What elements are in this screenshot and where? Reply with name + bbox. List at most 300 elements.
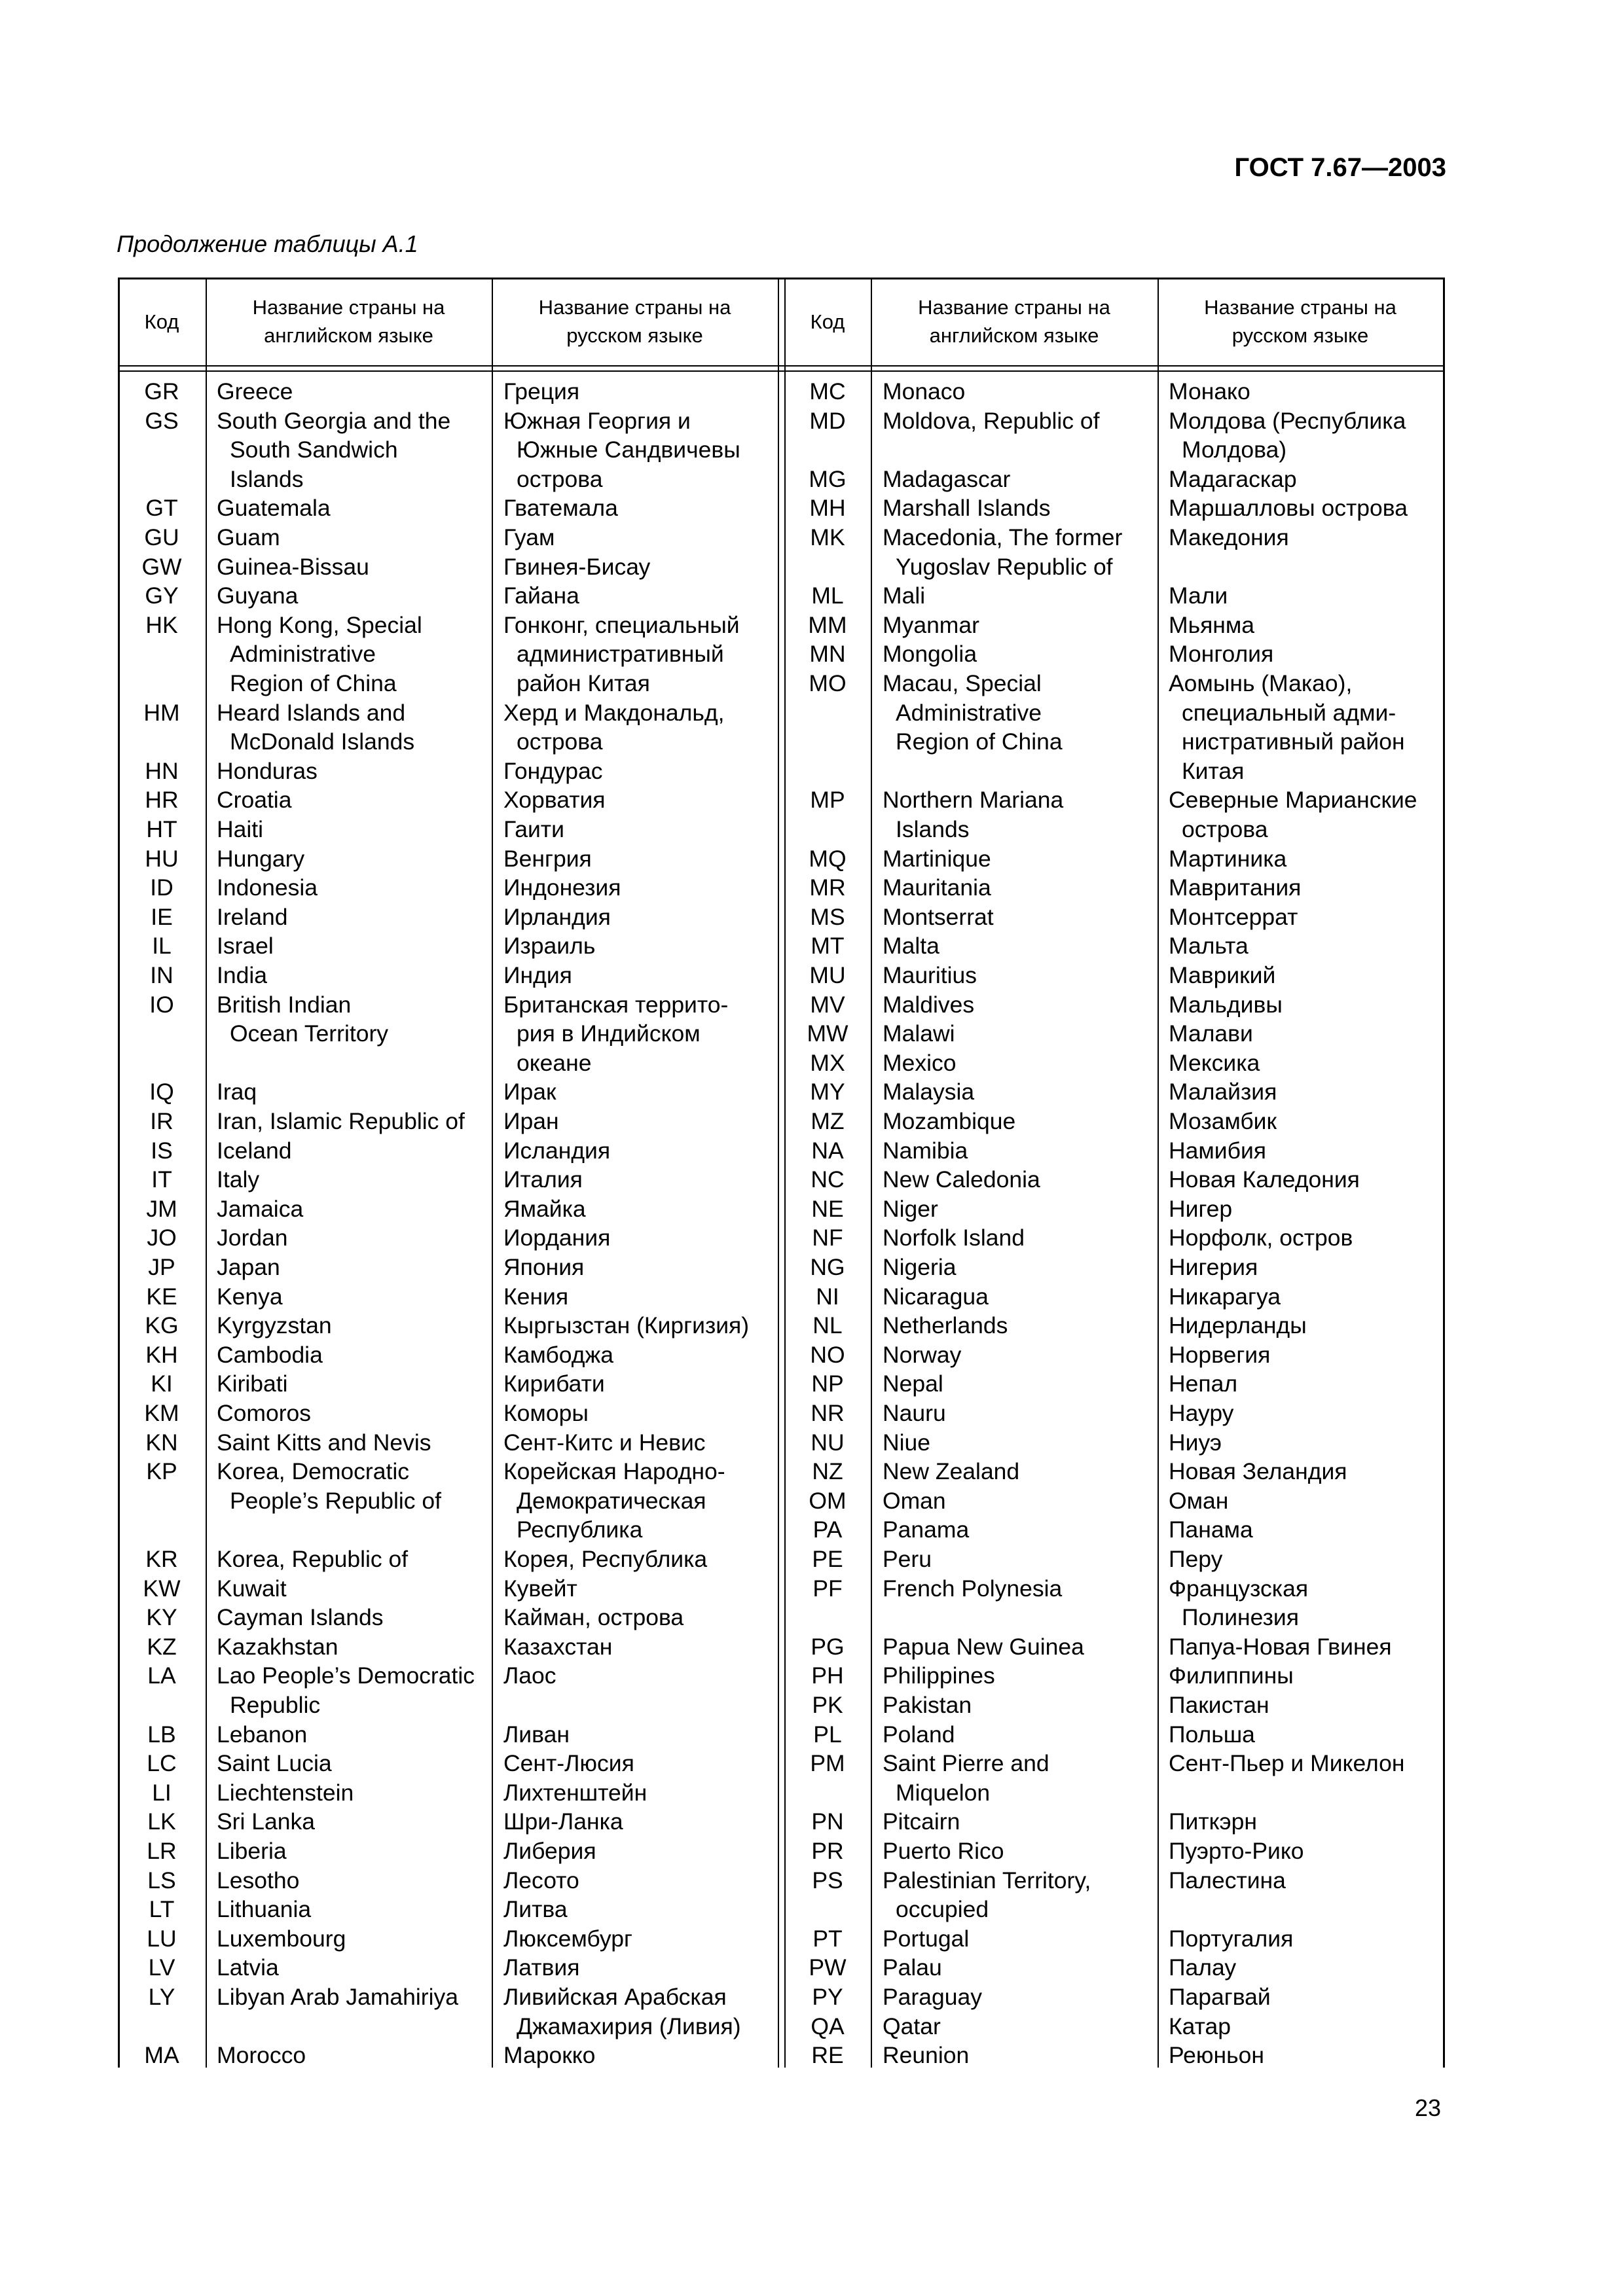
table-row [118, 698, 1445, 728]
code-cell: MZ [811, 1108, 845, 1134]
table-row [118, 1457, 1445, 1486]
russian-name-cell: Реюньон [1169, 2042, 1264, 2069]
code-cell: GW [141, 553, 182, 580]
code-cell: GR [144, 378, 179, 404]
russian-name-cell: Македония [1169, 524, 1289, 550]
english-name-cell: Pakistan [883, 1692, 972, 1718]
english-name-cell: Greece [217, 378, 293, 404]
russian-name-cell: Непал [1169, 1371, 1238, 1397]
code-cell: IE [151, 903, 173, 930]
english-name-cell: Sri Lanka [217, 1808, 315, 1835]
code-cell: NE [811, 1195, 844, 1222]
english-name-cell: Macedonia, The former [883, 524, 1123, 550]
code-cell: PH [811, 1662, 844, 1689]
russian-name-cell: Ливан [503, 1721, 570, 1748]
code-cell: MV [810, 991, 845, 1018]
code-cell: IS [151, 1137, 173, 1164]
table-row [118, 1866, 1445, 1895]
russian-name-cell: Молдова) [1182, 437, 1287, 463]
english-name-cell: Mozambique [883, 1108, 1016, 1134]
russian-name-cell: Мадагаскар [1169, 465, 1297, 492]
english-name-cell: Kazakhstan [217, 1633, 338, 1660]
code-cell: PM [810, 1750, 845, 1777]
english-name-cell: Kiribati [217, 1371, 288, 1397]
english-name-cell: Iceland [217, 1137, 292, 1164]
code-cell: KY [146, 1604, 177, 1631]
code-cell: KN [145, 1429, 178, 1456]
english-name-cell: New Zealand [883, 1458, 1020, 1485]
code-cell: KI [151, 1371, 173, 1397]
english-name-cell: Portugal [883, 1925, 970, 1952]
russian-name-cell: Маршалловы острова [1169, 495, 1408, 522]
table-row [118, 815, 1445, 844]
russian-name-cell: Малави [1169, 1020, 1253, 1047]
russian-name-cell: Сент-Люсия [503, 1750, 634, 1777]
table-row [118, 2041, 1445, 2070]
english-name-cell: Puerto Rico [883, 1838, 1004, 1864]
table-row [118, 611, 1445, 640]
russian-name-cell: Латвия [503, 1954, 580, 1981]
code-cell: HT [146, 816, 177, 842]
code-cell: KE [146, 1283, 177, 1310]
english-name-cell: Iran, Islamic Republic of [217, 1108, 465, 1134]
code-cell: LV [148, 1954, 175, 1981]
english-name-cell: Region of China [896, 728, 1063, 755]
russian-name-cell: Питкэрн [1169, 1808, 1257, 1835]
english-name-cell: Lao People’s Democratic [217, 1662, 475, 1689]
table-row [118, 1194, 1445, 1224]
english-name-cell: Norway [883, 1341, 962, 1368]
english-name-cell: McDonald Islands [230, 728, 415, 755]
english-name-cell: Moldova, Republic of [883, 407, 1100, 434]
table-row [118, 406, 1445, 436]
russian-name-cell: Шри-Ланка [503, 1808, 623, 1835]
table-row [118, 523, 1445, 552]
russian-name-cell: Пакистан [1169, 1692, 1269, 1718]
code-cell: MM [808, 611, 847, 638]
russian-name-cell: Ямайка [503, 1195, 586, 1222]
english-name-cell: Kyrgyzstan [217, 1312, 332, 1339]
russian-name-cell: Ливийская Арабская [503, 1984, 727, 2010]
table-row [118, 1165, 1445, 1194]
code-cell: IO [149, 991, 174, 1018]
code-cell: LB [147, 1721, 176, 1748]
table-row [118, 785, 1445, 815]
english-name-cell: Iraq [217, 1079, 257, 1105]
russian-name-cell: Ниуэ [1169, 1429, 1222, 1456]
code-cell: LY [148, 1984, 175, 2010]
russian-name-cell: Молдова (Республика [1169, 407, 1406, 434]
russian-name-cell: административный [517, 641, 724, 668]
english-name-cell: Poland [883, 1721, 955, 1748]
english-name-cell: Mexico [883, 1049, 957, 1076]
code-cell: HN [145, 757, 179, 784]
code-cell: KR [145, 1546, 178, 1572]
english-name-cell: Niger [883, 1195, 938, 1222]
header-rule-2 [118, 370, 1445, 372]
russian-name-cell: Лесото [503, 1867, 579, 1893]
table-row [118, 669, 1445, 698]
russian-name-cell: Парагвай [1169, 1984, 1271, 2010]
russian-name-cell: Северные Марианские [1169, 787, 1417, 814]
english-name-cell: People’s Republic of [230, 1487, 442, 1514]
english-name-cell: New Caledonia [883, 1166, 1040, 1193]
code-cell: NC [811, 1166, 845, 1193]
russian-name-cell: Науру [1169, 1400, 1234, 1426]
code-cell: PN [811, 1808, 844, 1835]
english-name-cell: Republic [230, 1692, 321, 1718]
russian-name-cell: специальный адми- [1182, 699, 1396, 726]
russian-name-cell: Италия [503, 1166, 583, 1193]
code-cell: LS [147, 1867, 176, 1893]
russian-name-cell: Французская [1169, 1575, 1309, 1602]
english-name-cell: Mali [883, 583, 926, 609]
russian-name-cell: рия в Индийском [517, 1020, 701, 1047]
english-name-cell: Korea, Democratic [217, 1458, 409, 1485]
russian-name-cell: Корейская Народно- [503, 1458, 725, 1485]
table-row [118, 1311, 1445, 1340]
russian-name-cell: Норвегия [1169, 1341, 1271, 1368]
english-name-cell: British Indian [217, 991, 352, 1018]
code-cell: PW [809, 1954, 847, 1981]
english-name-cell: Haiti [217, 816, 264, 842]
table-row [118, 990, 1445, 1020]
code-cell: MK [810, 524, 845, 550]
code-cell: PR [811, 1838, 844, 1864]
english-name-cell: Indonesia [217, 874, 318, 901]
russian-name-cell: Индия [503, 962, 572, 988]
russian-name-cell: Лихтенштейн [503, 1779, 647, 1806]
russian-name-cell: Лаос [503, 1662, 556, 1689]
code-cell: MP [810, 787, 845, 814]
table-row [118, 1428, 1445, 1458]
code-cell: ID [150, 874, 173, 901]
english-name-cell: Malta [883, 933, 939, 960]
english-name-cell: Comoros [217, 1400, 312, 1426]
russian-name-cell: нистративный район [1182, 728, 1405, 755]
english-name-cell: Malawi [883, 1020, 955, 1047]
table-row [118, 931, 1445, 961]
english-name-cell: Lesotho [217, 1867, 300, 1893]
code-cell: PG [811, 1633, 845, 1660]
english-name-cell: India [217, 962, 267, 988]
russian-name-cell: Мальдивы [1169, 991, 1283, 1018]
russian-name-cell: острова [517, 728, 603, 755]
code-cell: HR [145, 787, 179, 814]
table-row [118, 1545, 1445, 1574]
english-name-cell: Administrative [896, 699, 1042, 726]
russian-name-cell: Филиппины [1169, 1662, 1294, 1689]
english-name-cell: Malaysia [883, 1079, 975, 1105]
english-name-cell: Croatia [217, 787, 292, 814]
code-cell: IN [150, 962, 173, 988]
table-row [118, 961, 1445, 990]
english-name-cell: Morocco [217, 2042, 306, 2069]
russian-name-cell: Люксембург [503, 1925, 632, 1952]
english-name-cell: Niue [883, 1429, 931, 1456]
english-name-cell: Administrative [230, 641, 376, 668]
english-name-cell: Islands [230, 465, 304, 492]
english-name-cell: South Georgia and the [217, 407, 451, 434]
english-name-cell: Hong Kong, Special [217, 611, 422, 638]
russian-name-cell: Польша [1169, 1721, 1255, 1748]
russian-name-cell: Сент-Китс и Невис [503, 1429, 706, 1456]
russian-name-cell: Португалия [1169, 1925, 1294, 1952]
table-row [118, 1107, 1445, 1136]
russian-name-cell: Гвинея-Бисау [503, 553, 651, 580]
english-name-cell: Martinique [883, 845, 991, 872]
russian-name-cell: Южная Георгия и [503, 407, 691, 434]
russian-name-cell: Нигерия [1169, 1254, 1258, 1280]
russian-name-cell: Исландия [503, 1137, 611, 1164]
russian-name-cell: Мавритания [1169, 874, 1302, 901]
russian-name-cell: Иран [503, 1108, 559, 1134]
code-cell: LU [147, 1925, 177, 1952]
russian-name-cell: Корея, Республика [503, 1546, 708, 1572]
english-name-cell: Latvia [217, 1954, 279, 1981]
code-cell: MD [809, 407, 846, 434]
table-row [118, 903, 1445, 932]
russian-name-cell: Кения [503, 1283, 569, 1310]
russian-name-cell: Новая Зеландия [1169, 1458, 1347, 1485]
english-name-cell: Papua New Guinea [883, 1633, 1084, 1660]
english-name-cell: Peru [883, 1546, 932, 1572]
russian-name-cell: Греция [503, 378, 580, 404]
code-cell: NP [811, 1371, 844, 1397]
code-cell: MT [811, 933, 845, 960]
russian-name-cell: Херд и Макдональд, [503, 699, 725, 726]
english-name-cell: Yugoslav Republic of [896, 553, 1113, 580]
code-cell: NF [812, 1225, 843, 1251]
russian-name-cell: Намибия [1169, 1137, 1267, 1164]
code-cell: PF [812, 1575, 843, 1602]
table-row [118, 1136, 1445, 1166]
russian-name-cell: Мали [1169, 583, 1228, 609]
russian-name-cell: Коморы [503, 1400, 589, 1426]
russian-name-cell: Гайана [503, 583, 579, 609]
english-name-cell: Macau, Special [883, 670, 1042, 696]
english-name-cell: Miquelon [896, 1779, 991, 1806]
code-cell: GY [145, 583, 179, 609]
code-cell: NO [810, 1341, 845, 1368]
code-cell: GU [144, 524, 179, 550]
english-name-cell: Guam [217, 524, 280, 550]
code-cell: MY [810, 1079, 845, 1105]
russian-name-cell: Гондурас [503, 757, 603, 784]
code-cell: NI [816, 1283, 839, 1310]
code-cell: LC [147, 1750, 177, 1777]
table-caption: Продолжение таблицы А.1 [117, 230, 418, 257]
russian-name-cell: Хорватия [503, 787, 606, 814]
english-name-cell: Philippines [883, 1662, 995, 1689]
code-cell: MG [809, 465, 847, 492]
table-row [118, 435, 1445, 465]
russian-name-cell: Венгрия [503, 845, 592, 872]
english-name-cell: Heard Islands and [217, 699, 406, 726]
english-name-cell: French Polynesia [883, 1575, 1063, 1602]
table-row [118, 552, 1445, 582]
code-cell: MC [809, 378, 846, 404]
code-cell: MS [810, 903, 845, 930]
russian-name-cell: Кайман, острова [503, 1604, 684, 1631]
russian-name-cell: Папуа-Новая Гвинея [1169, 1633, 1392, 1660]
code-cell: NA [811, 1137, 844, 1164]
english-name-cell: Ireland [217, 903, 288, 930]
table-row [118, 1253, 1445, 1282]
table-row [118, 1077, 1445, 1107]
russian-name-cell: Мьянма [1169, 611, 1255, 638]
english-name-cell: South Sandwich [230, 437, 398, 463]
russian-name-cell: Либерия [503, 1838, 596, 1864]
code-cell: LT [149, 1896, 175, 1923]
code-cell: HM [143, 699, 180, 726]
code-cell: MW [807, 1020, 848, 1047]
russian-name-cell: Ирак [503, 1079, 556, 1105]
russian-name-cell: Новая Каледония [1169, 1166, 1360, 1193]
code-cell: PK [812, 1692, 843, 1718]
table-row [118, 1632, 1445, 1662]
english-name-cell: Montserrat [883, 903, 994, 930]
code-cell: PA [812, 1516, 843, 1543]
russian-name-cell: Республика [517, 1516, 643, 1543]
russian-name-cell: Монголия [1169, 641, 1274, 668]
code-cell: LA [147, 1662, 176, 1689]
english-name-cell: Saint Pierre and [883, 1750, 1049, 1777]
russian-name-cell: Британская террито- [503, 991, 729, 1018]
code-cell: MR [809, 874, 846, 901]
header-english-right: Название страны на английском языке [918, 296, 1110, 347]
russian-name-cell: Палау [1169, 1954, 1237, 1981]
russian-name-cell: Иордания [503, 1225, 611, 1251]
country-codes-table [118, 278, 1445, 2068]
code-cell: IQ [149, 1079, 174, 1105]
english-name-cell: Northern Mariana [883, 787, 1064, 814]
table-row [118, 1982, 1445, 2012]
table-row [118, 581, 1445, 611]
russian-name-cell: Мальта [1169, 933, 1249, 960]
code-cell: LK [147, 1808, 176, 1835]
english-name-cell: Maldives [883, 991, 975, 1018]
russian-name-cell: Гаити [503, 816, 564, 842]
russian-name-cell: Монтсеррат [1169, 903, 1298, 930]
english-name-cell: Mauritius [883, 962, 977, 988]
table-row [118, 1924, 1445, 1954]
code-cell: GT [145, 495, 178, 522]
russian-name-cell: Нидерланды [1169, 1312, 1307, 1339]
code-cell: KP [146, 1458, 177, 1485]
table-row [118, 1895, 1445, 1924]
code-cell: KG [145, 1312, 179, 1339]
code-cell: MA [144, 2042, 179, 2069]
header-english-left: Название страны на английском языке [252, 296, 445, 347]
russian-name-cell: Мексика [1169, 1049, 1260, 1076]
russian-name-cell: Ирландия [503, 903, 611, 930]
table-row [118, 1515, 1445, 1545]
english-name-cell: Nepal [883, 1371, 943, 1397]
code-cell: MX [810, 1049, 845, 1076]
table-row [118, 1340, 1445, 1370]
code-cell: OM [809, 1487, 847, 1514]
russian-name-cell: Монако [1169, 378, 1250, 404]
table-row [118, 1603, 1445, 1632]
english-name-cell: Honduras [217, 757, 318, 784]
header-russian-right: Название страны на русском языке [1204, 296, 1396, 347]
english-name-cell: Region of China [230, 670, 397, 696]
table-row [118, 493, 1445, 523]
russian-name-cell: Мозамбик [1169, 1108, 1277, 1134]
russian-name-cell: океане [517, 1049, 592, 1076]
english-name-cell: Norfolk Island [883, 1225, 1025, 1251]
english-name-cell: Japan [217, 1254, 280, 1280]
code-cell: QA [811, 2013, 845, 2039]
english-name-cell: Oman [883, 1487, 946, 1514]
code-cell: NR [811, 1400, 845, 1426]
english-name-cell: Israel [217, 933, 274, 960]
code-cell: MH [809, 495, 846, 522]
russian-name-cell: Израиль [503, 933, 596, 960]
english-name-cell: Guinea-Bissau [217, 553, 369, 580]
english-name-cell: Netherlands [883, 1312, 1008, 1339]
english-name-cell: Madagascar [883, 465, 1011, 492]
russian-name-cell: Южные Сандвичевы [517, 437, 740, 463]
english-name-cell: Liberia [217, 1838, 287, 1864]
russian-name-cell: Индонезия [503, 874, 621, 901]
english-name-cell: Mongolia [883, 641, 977, 668]
table-row [118, 1749, 1445, 1778]
table-row [118, 873, 1445, 903]
russian-name-cell: Мартиника [1169, 845, 1287, 872]
code-cell: NZ [812, 1458, 843, 1485]
russian-name-cell: Литва [503, 1896, 568, 1923]
english-name-cell: Panama [883, 1516, 970, 1543]
english-name-cell: Nicaragua [883, 1283, 989, 1310]
header-code-left: Код [144, 310, 179, 333]
russian-name-cell: Палестина [1169, 1867, 1286, 1893]
code-cell: PE [812, 1546, 843, 1572]
english-name-cell: Marshall Islands [883, 495, 1051, 522]
english-name-cell: Nigeria [883, 1254, 957, 1280]
english-name-cell: Mauritania [883, 874, 991, 901]
code-cell: JP [148, 1254, 175, 1280]
english-name-cell: Qatar [883, 2013, 941, 2039]
code-cell: NU [811, 1429, 845, 1456]
code-cell: LR [147, 1838, 177, 1864]
code-cell: IT [151, 1166, 172, 1193]
english-name-cell: Italy [217, 1166, 260, 1193]
table-row [118, 377, 1445, 406]
table-row [118, 1953, 1445, 1982]
code-cell: RE [811, 2042, 844, 2069]
russian-name-cell: Маврикий [1169, 962, 1276, 988]
code-cell: JM [146, 1195, 177, 1222]
table-row [118, 757, 1445, 786]
russian-name-cell: Полинезия [1182, 1604, 1299, 1631]
english-name-cell: Luxembourg [217, 1925, 346, 1952]
russian-name-cell: Китая [1182, 757, 1245, 784]
english-name-cell: Lebanon [217, 1721, 308, 1748]
english-name-cell: Saint Lucia [217, 1750, 332, 1777]
table-row [118, 1369, 1445, 1399]
code-cell: MU [809, 962, 846, 988]
english-name-cell: Korea, Republic of [217, 1546, 409, 1572]
russian-name-cell: Гватемала [503, 495, 618, 522]
english-name-cell: Nauru [883, 1400, 946, 1426]
table-row [118, 2012, 1445, 2041]
russian-name-cell: Казахстан [503, 1633, 613, 1660]
code-cell: PS [812, 1867, 843, 1893]
table-row [118, 1574, 1445, 1604]
english-name-cell: Kuwait [217, 1575, 287, 1602]
